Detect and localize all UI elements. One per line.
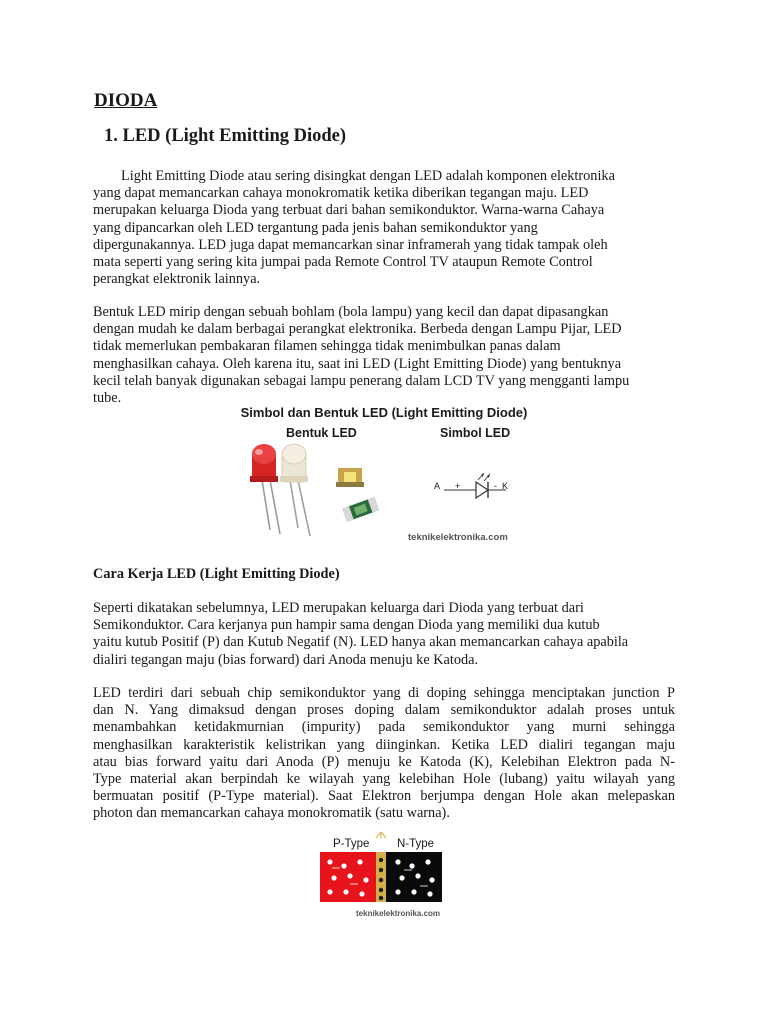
text-line: yaitu kutub Positif (P) dan Kutub Negatif (N). LED hanya akan memancarkan cahaya apabila <box>93 634 629 651</box>
text-line: mata seperti yang sering kita jumpai pada Remote Control TV ataupun Remote Control <box>93 254 593 271</box>
simbol-led-label: Simbol LED <box>440 426 511 440</box>
text-line: yang dapat memancarkan cahaya monokromatik ketika diberikan tegangan maju. LED <box>93 185 589 202</box>
figure2-watermark: teknikelektronika.com <box>356 909 441 918</box>
figure-caption: Simbol dan Bentuk LED (Light Emitting Diode) <box>240 405 528 420</box>
plus-sign: + <box>455 481 461 491</box>
p-type-label: P-Type <box>333 838 370 850</box>
text-line: tidak memerlukan pembakaran filamen sehingga tidak menimbulkan panas dalam <box>93 338 561 355</box>
subheading-cara-kerja: Cara Kerja LED (Light Emitting Diode) <box>93 566 340 582</box>
paragraph-chip-semikonduktor <box>93 685 675 823</box>
text-line: merupakan keluarga Dioda yang terbuat dari bahan semikonduktor. Warna-warna Cahaya <box>93 202 605 219</box>
section-heading: 1. LED (Light Emitting Diode) <box>104 126 347 146</box>
bentuk-led-label: Bentuk LED <box>286 426 357 440</box>
led-photo-illustration <box>240 442 390 542</box>
minus-sign: - <box>494 481 497 491</box>
figure-watermark: teknikelektronika.com <box>408 532 508 543</box>
paragraph-cara-kerja <box>93 600 675 669</box>
text-line: Type material akan berpindah ke wilayah yang kelebihan Hole (lubang) yaitu wilayah yang <box>93 771 675 788</box>
paragraph-intro <box>93 168 675 288</box>
text-line: dipergunakannya. LED juga dapat memancarkan sinar inframerah yang tidak tampak oleh <box>93 236 608 253</box>
text-line: dialiri tegangan maju (bias forward) dari Anoda menuju ke Katoda. <box>93 651 479 668</box>
pn-junction-diagram <box>320 830 442 908</box>
text-line: bermuatan positif (P-Type material). Saat Elektron berjumpa dengan Hole akan melepaskan <box>93 788 675 805</box>
text-line: kecil telah banyak digunakan sebagai lampu penerang dalam LCD TV yang mengganti lampu <box>93 372 630 389</box>
text-line: atau bias forward yaitu dari Anoda (P) menuju ke Katoda (K), Kelebihan Elektron pada N- <box>93 753 675 770</box>
text-line: Seperti dikatakan sebelumnya, LED merupakan keluarga dari Dioda yang terbuat dari <box>93 600 584 616</box>
anode-label: A <box>434 481 441 491</box>
text-line: menambahkan ketidakmurnian (impurity) pada semikonduktor yang murni sehingga <box>93 719 675 736</box>
n-type-label: N-Type <box>397 838 435 850</box>
text-line: dengan mudah ke dalam berbagai perangkat elektronika. Berbeda dengan Lampu Pijar, LED <box>93 321 622 338</box>
text-line: photon dan memancarkan cahaya monokromatik (satu warna). <box>93 805 450 822</box>
paragraph-bentuk-led <box>93 304 675 407</box>
text-line: dan N. Yang dimaksud dengan proses doping dalam semikonduktor adalah proses untuk <box>93 702 675 719</box>
text-line: menghasilkan cahaya. Oleh karena itu, saat ini LED (Light Emitting Diode) yang bentuknya <box>93 355 622 372</box>
cathode-label: K <box>502 481 509 491</box>
text-line: Semikonduktor. Cara kerjanya pun hampir sama dengan Dioda yang memiliki dua kutub <box>93 617 600 634</box>
text-line: yang dipancarkan oleh LED tergantung pada jenis bahan semikonduktor yang <box>93 219 538 236</box>
text-line: menghasilkan karakteristik kelistrikan yang diinginkan. Ketika LED dialiri tegangan maju <box>93 736 675 753</box>
text-line: LED terdiri dari sebuah chip semikonduktor yang di doping sehingga menciptakan junction P <box>93 685 675 701</box>
text-line: Light Emitting Diode atau sering disingkat dengan LED adalah komponen elektronika <box>121 168 615 184</box>
text-line: perangkat elektronik lainnya. <box>93 271 261 288</box>
text-line: tube. <box>93 390 122 407</box>
text-line: Bentuk LED mirip dengan sebuah bohlam (bola lampu) yang kecil dan dapat dipasangkan <box>93 304 609 320</box>
document-title: DIODA <box>94 90 158 111</box>
